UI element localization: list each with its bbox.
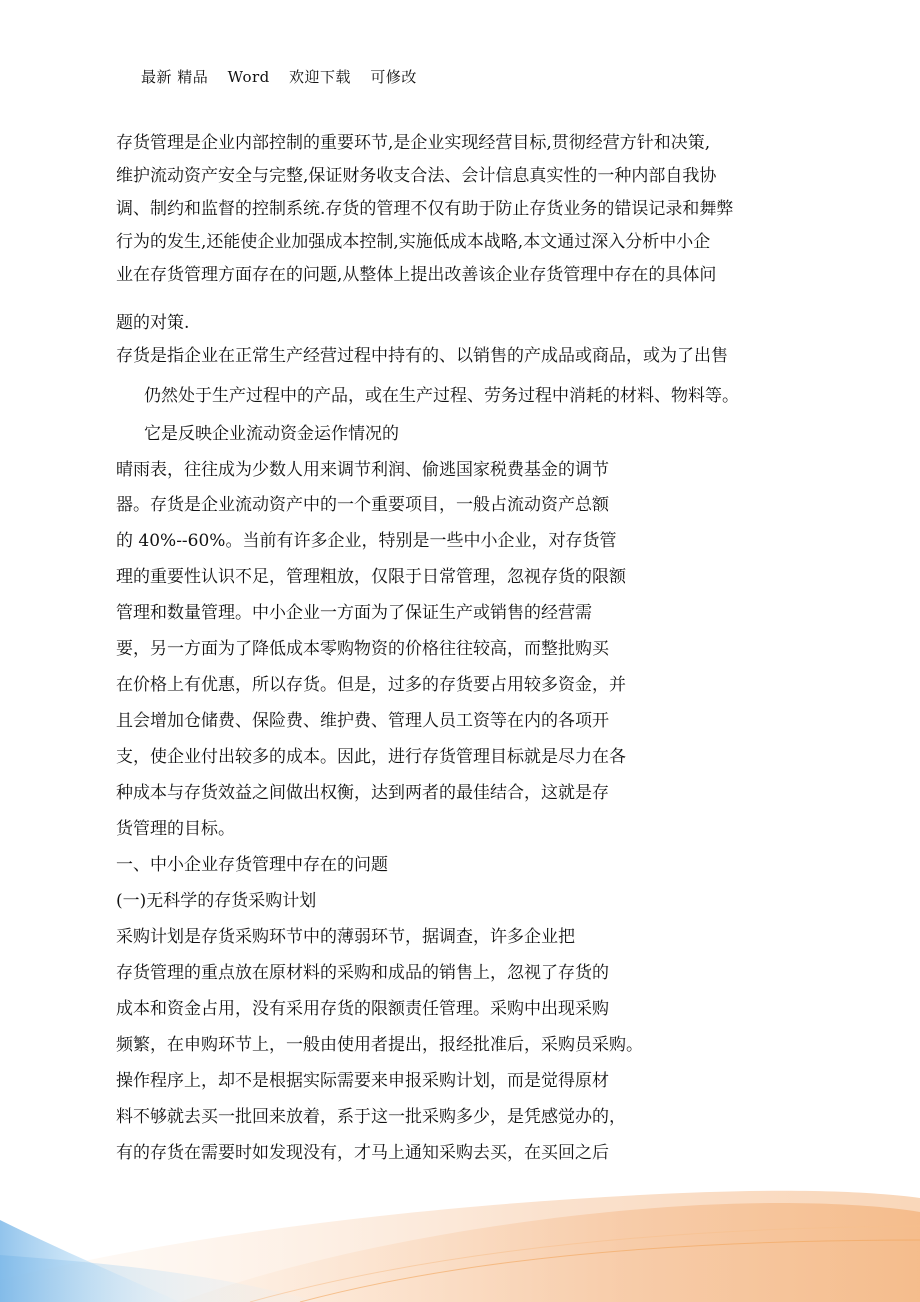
body-line: 操作程序上，却不是根据实际需要来申报采购计划，而是觉得原材 (116, 1071, 609, 1091)
body-line: 料不够就去买一批回来放着，系于这一批采购多少，是凭感觉办的， (116, 1107, 626, 1127)
body-line: 货管理的目标。 (116, 819, 235, 839)
body-line: 题的对策. (116, 313, 190, 333)
body-line: 且会增加仓储费、保险费、维护费、管理人员工资等在内的各项开 (116, 711, 609, 731)
header-tag-word: Word (227, 68, 270, 86)
body-line: 种成本与存货效益之间做出权衡，达到两者的最佳结合，这就是存 (116, 783, 609, 803)
body-line: 行为的发生,还能使企业加强成本控制,实施低成本战略,本文通过深入分析中小企 (116, 232, 711, 252)
body-line: 要，另一方面为了降低成本零购物资的价格往往较高，而整批购买 (116, 639, 609, 659)
body-line: 存货管理是企业内部控制的重要环节,是企业实现经营目标,贯彻经营方针和决策, (116, 133, 711, 153)
section-heading: 一、中小企业存货管理中存在的问题 (116, 855, 388, 875)
subsection-heading: (一)无科学的存货采购计划 (116, 891, 317, 911)
body-line: 晴雨表，往往成为少数人用来调节利润、偷逃国家税费基金的调节 (116, 460, 609, 480)
body-line: 的 40%--60%。当前有许多企业，特别是一些中小企业，对存货管 (116, 531, 617, 551)
body-line: 有的存货在需要时如发现没有，才马上通知采购去买，在买回之后 (116, 1143, 609, 1163)
body-line: 存货是指企业在正常生产经营过程中持有的、以销售的产成品或商品，或为了出售 (116, 346, 728, 366)
body-line: 支，使企业付出较多的成本。因此，进行存货管理目标就是尽力在各 (116, 747, 626, 767)
body-line: 仍然处于生产过程中的产品，或在生产过程、劳务过程中消耗的材料、物料等。 (144, 386, 739, 406)
body-line: 管理和数量管理。中小企业一方面为了保证生产或销售的经营需 (116, 603, 592, 623)
body-line: 器。存货是企业流动资产中的一个重要项目，一般占流动资产总额 (116, 495, 609, 515)
body-line: 调、制约和监督的控制系统.存货的管理不仅有助于防止存货业务的错误记录和舞弊 (116, 199, 734, 219)
document-header (141, 66, 431, 87)
body-line: 理的重要性认识不足，管理粗放，仅限于日常管理，忽视存货的限额 (116, 567, 626, 587)
body-line: 在价格上有优惠，所以存货。但是，过多的存货要占用较多资金，并 (116, 675, 626, 695)
body-line: 它是反映企业流动资金运作情况的 (144, 424, 399, 444)
body-line: 采购计划是存货采购环节中的薄弱环节，据调查，许多企业把 (116, 927, 575, 947)
body-line: 业在存货管理方面存在的问题,从整体上提出改善该企业存货管理中存在的具体问 (116, 265, 717, 285)
header-tag-latest: 最新 精品 (141, 68, 209, 86)
body-line: 成本和资金占用，没有采用存货的限额责任管理。采购中出现采购 (116, 999, 609, 1019)
body-line: 维护流动资产安全与完整,保证财务收支合法、会计信息真实性的一种内部自我协 (116, 166, 717, 186)
header-tag-download: 欢迎下载 (289, 68, 352, 86)
body-line: 存货管理的重点放在原材料的采购和成品的销售上，忽视了存货的 (116, 963, 609, 983)
header-tag-editable: 可修改 (370, 68, 417, 86)
body-line: 频繁，在申购环节上，一般由使用者提出，报经批准后，采购员采购。 (116, 1035, 643, 1055)
